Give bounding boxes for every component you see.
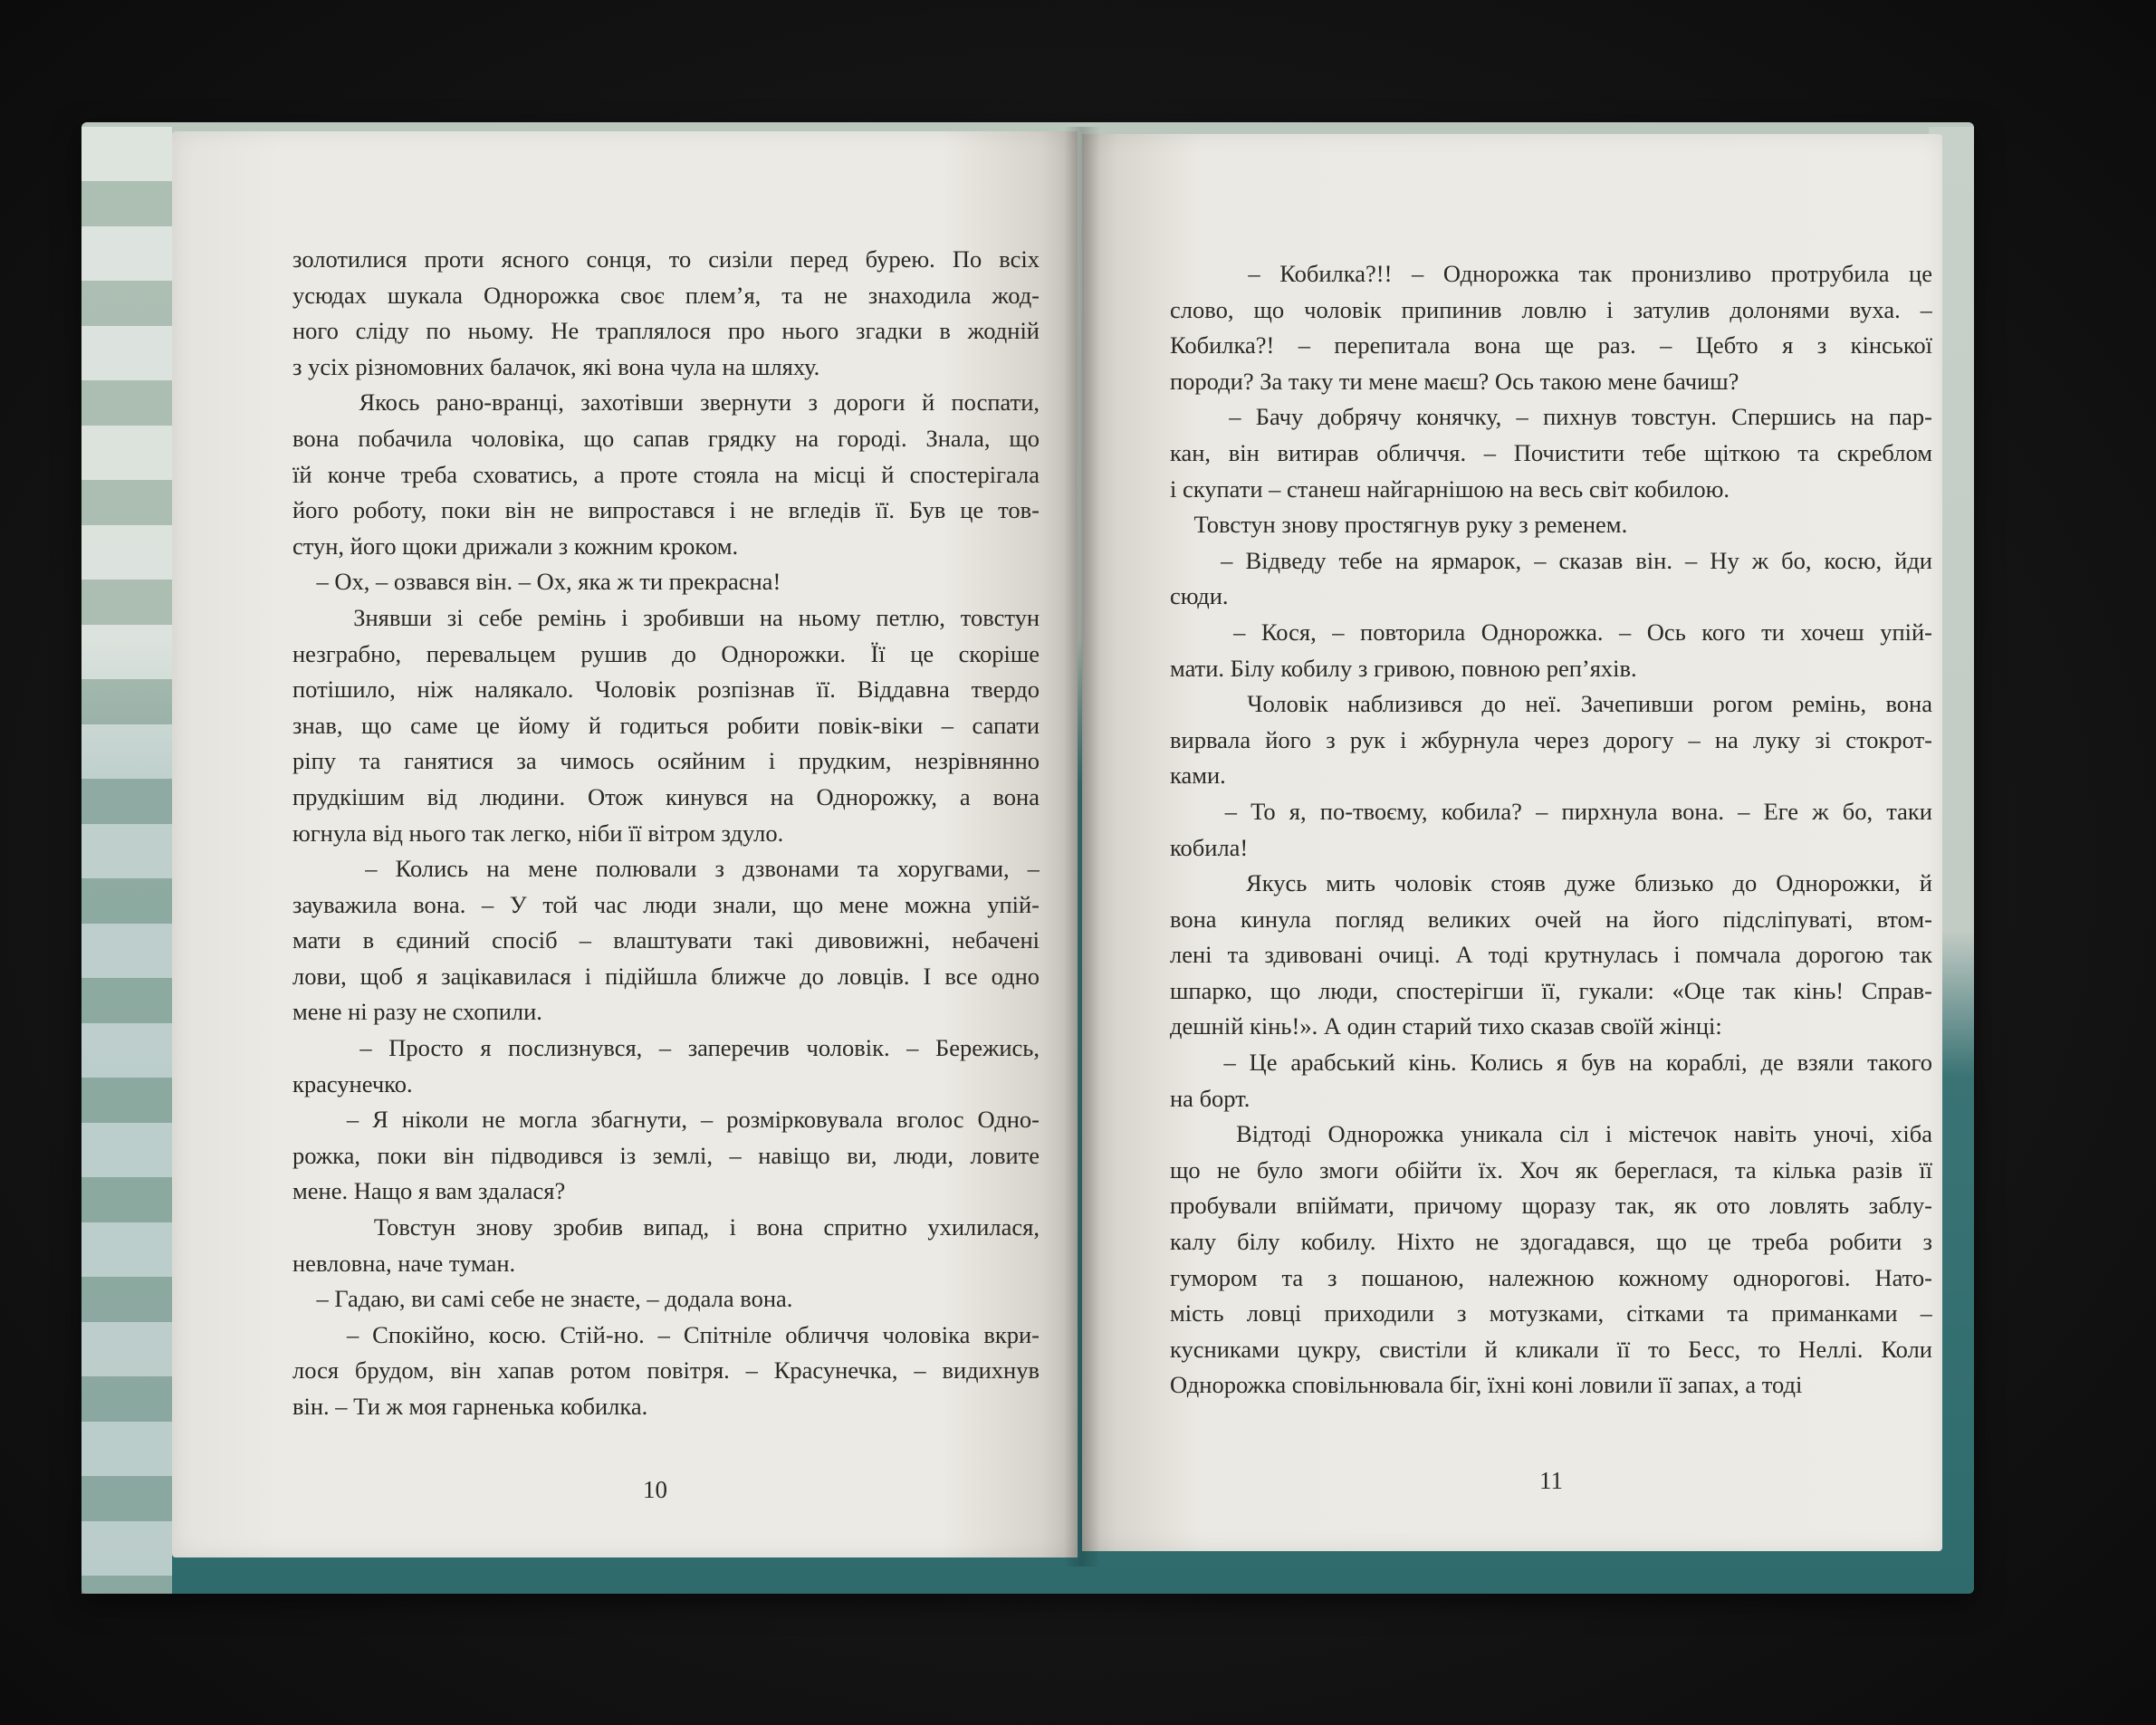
text-line: пробували впіймати, причому щоразу так, як ото ловлять заблу-	[1170, 1192, 1932, 1220]
text-line: незграбно, перевальцем рушив до Однорожки. Її це скоріше	[292, 639, 1040, 667]
text-line: – Кобилка?!! – Однорожка так пронизливо протрубила це	[1170, 260, 1932, 287]
text-line: – Просто я послизнувся, – заперечив чоловік. – Бережись,	[292, 1034, 1040, 1062]
text-line: – Кося, – повторила Однорожка. – Ось кого ти хочеш упій-	[1170, 618, 1932, 646]
text-line: ками.	[1170, 762, 1226, 790]
text-line: і скупати – станеш найгарнішою на весь світ кобилою.	[1170, 474, 1730, 503]
text-line: рожка, поки він підводився із землі, – навіщо ви, люди, ловите	[292, 1141, 1040, 1169]
text-line: гумором та з пошаною, належною кожному однорогові. Нато-	[1170, 1263, 1932, 1291]
text-line: мати в єдиний спосіб – влаштувати такі дивовижні, небачені	[292, 926, 1040, 954]
text-line: Відтоді Однорожка уникала сіл і містечок навіть уночі, хіба	[1170, 1120, 1932, 1148]
text-line: мість ловці приходили з мотузками, сітками та приманками –	[1170, 1299, 1932, 1327]
text-line: лені та здивовані очиці. А тоді крутнулась і помчала дорогою так	[1170, 941, 1932, 969]
text-line: Чоловік наблизився до неї. Зачепивши рогом ремінь, вона	[1170, 690, 1932, 718]
page-number-left: 10	[643, 1476, 667, 1503]
text-line: Товстун знову простягнув руку з ременем.	[1170, 511, 1628, 539]
text-line: Кобилка?! – перепитала вона ще раз. – Цебто я з кінської	[1170, 331, 1932, 359]
text-line: слово, що чоловік припинив ловлю і затулив долонями вуха. –	[1170, 295, 1932, 323]
text-line: кан, він витирав обличчя. – Почистити тебе щіткою та скреблом	[1170, 438, 1932, 466]
text-line: потішило, ніж налякало. Чоловік розпізнав її. Віддавна твердо	[292, 676, 1040, 704]
text-line: невловна, наче туман.	[292, 1249, 516, 1277]
text-line: Однорожка сповільнювала біг, їхні коні ловили її запах, а тоді	[1170, 1371, 1803, 1399]
text-line: на борт.	[1170, 1084, 1250, 1112]
text-line: Якусь мить чоловік стояв дуже близько до Однорожки, й	[1170, 869, 1932, 897]
text-line: – Це арабський кінь. Колись я був на кораблі, де взяли такого	[1170, 1049, 1932, 1077]
text-line: зауважила вона. – У той час люди знали, що мене можна упій-	[292, 890, 1040, 918]
text-line: мене. Нащо я вам здалася?	[292, 1177, 566, 1205]
text-line: лося брудом, він хапав ротом повітря. – Красунечка, – видихнув	[292, 1356, 1040, 1385]
text-line: його роботу, поки він не випростався і не вгледів її. Був це тов-	[292, 496, 1040, 524]
text-line: – То я, по-твоєму, кобила? – пирхнула вона. – Еге ж бо, таки	[1170, 797, 1932, 825]
left-page-text	[292, 242, 1040, 1425]
text-line: знав, що саме це йому й годиться робити повік-віки – сапати	[292, 711, 1040, 739]
text-line: сюди.	[1170, 582, 1229, 610]
cover-edge-pattern	[81, 127, 172, 1594]
text-line: югнула від нього так легко, ніби її вітром здуло.	[292, 819, 784, 847]
text-line: їй конче треба сховатись, а проте стояла на місці й спостерігала	[292, 460, 1040, 488]
text-line: мене ні разу не схопили.	[292, 998, 542, 1026]
text-line: Якось рано-вранці, захотівши звернути з дороги й поспати,	[292, 388, 1040, 417]
text-line: мати. Білу кобилу з гривою, повною реп’яхів.	[1170, 654, 1637, 682]
text-line: шпарко, що люди, спостерігши її, гукали: «Оце так кінь! Справ-	[1170, 976, 1932, 1004]
text-line: – Спокійно, косю. Стій-но. – Спітніле обличчя чоловіка вкри-	[292, 1320, 1040, 1348]
text-line: вона побачила чоловіка, що сапав грядку на городі. Знала, що	[292, 424, 1040, 452]
text-line: кусниками цукру, свистіли й кликали її то Бесс, то Неллі. Коли	[1170, 1335, 1932, 1363]
text-line: стун, його щоки дрижали з кожним кроком.	[292, 532, 739, 560]
text-line: що не було змоги обійти їх. Хоч як береглася, та кілька разів її	[1170, 1155, 1932, 1184]
text-line: – Ох, – озвався він. – Ох, яка ж ти прекрасна!	[292, 568, 781, 596]
text-line: породи? За таку ти мене маєш? Ось такою мене бачиш?	[1170, 367, 1739, 395]
text-line: дешній кінь!». А один старий тихо сказав своїй жінці:	[1170, 1012, 1722, 1040]
text-line: вирвала його з рук і жбурнула через дорогу – на луку зі стокрот-	[1170, 725, 1932, 753]
text-line: – Бачу добрячу конячку, – пихнув товстун. Спершись на пар-	[1170, 403, 1932, 431]
text-line: красунечко.	[292, 1069, 413, 1097]
text-line: – Я ніколи не могла збагнути, – розмірковувала вголос Одно-	[292, 1106, 1040, 1134]
text-line: прудкішим від людини. Отож кинувся на Однорожку, а вона	[292, 782, 1040, 810]
text-line: калу білу кобилу. Ніхто не здогадався, що це треба робити з	[1170, 1228, 1932, 1256]
text-line: ного сліду по ньому. Не траплялося про нього згадки в жодній	[292, 317, 1040, 345]
text-line: золотилися проти ясного сонця, то сизіли перед бурею. По всіх	[292, 245, 1040, 273]
text-line: Товстун знову зробив випад, і вона спритно ухилилася,	[292, 1213, 1040, 1241]
text-line: він. – Ти ж моя гарненька кобилка.	[292, 1393, 648, 1420]
text-line: Знявши зі себе ремінь і зробивши на ньому петлю, товстун	[292, 603, 1040, 631]
text-line: – Відведу тебе на ярмарок, – сказав він. – Ну ж бо, косю, йди	[1170, 546, 1932, 574]
text-line: з усіх різномовних балачок, які вона чула на шляху.	[292, 352, 820, 380]
text-line: кобила!	[1170, 833, 1249, 861]
text-line: ріпу та ганятися за чимось осяйним і прудким, незрівнянно	[292, 747, 1040, 775]
text-line: лови, щоб я зацікавилася і підійшла ближче до ловців. І все одно	[292, 962, 1040, 990]
text-line: усюдах шукала Однорожка своє плем’я, та не знаходила жод-	[292, 281, 1040, 309]
text-line: – Гадаю, ви самі себе не знаєте, – додала вона.	[292, 1285, 793, 1313]
book-gutter	[1064, 127, 1100, 1567]
page-number-right: 11	[1539, 1467, 1563, 1494]
right-page-text	[1170, 256, 1932, 1404]
text-line: вона кинула погляд великих очей на його підсліпуваті, втом-	[1170, 905, 1932, 933]
text-line: – Колись на мене полювали з дзвонами та хоругвами, –	[292, 855, 1040, 883]
